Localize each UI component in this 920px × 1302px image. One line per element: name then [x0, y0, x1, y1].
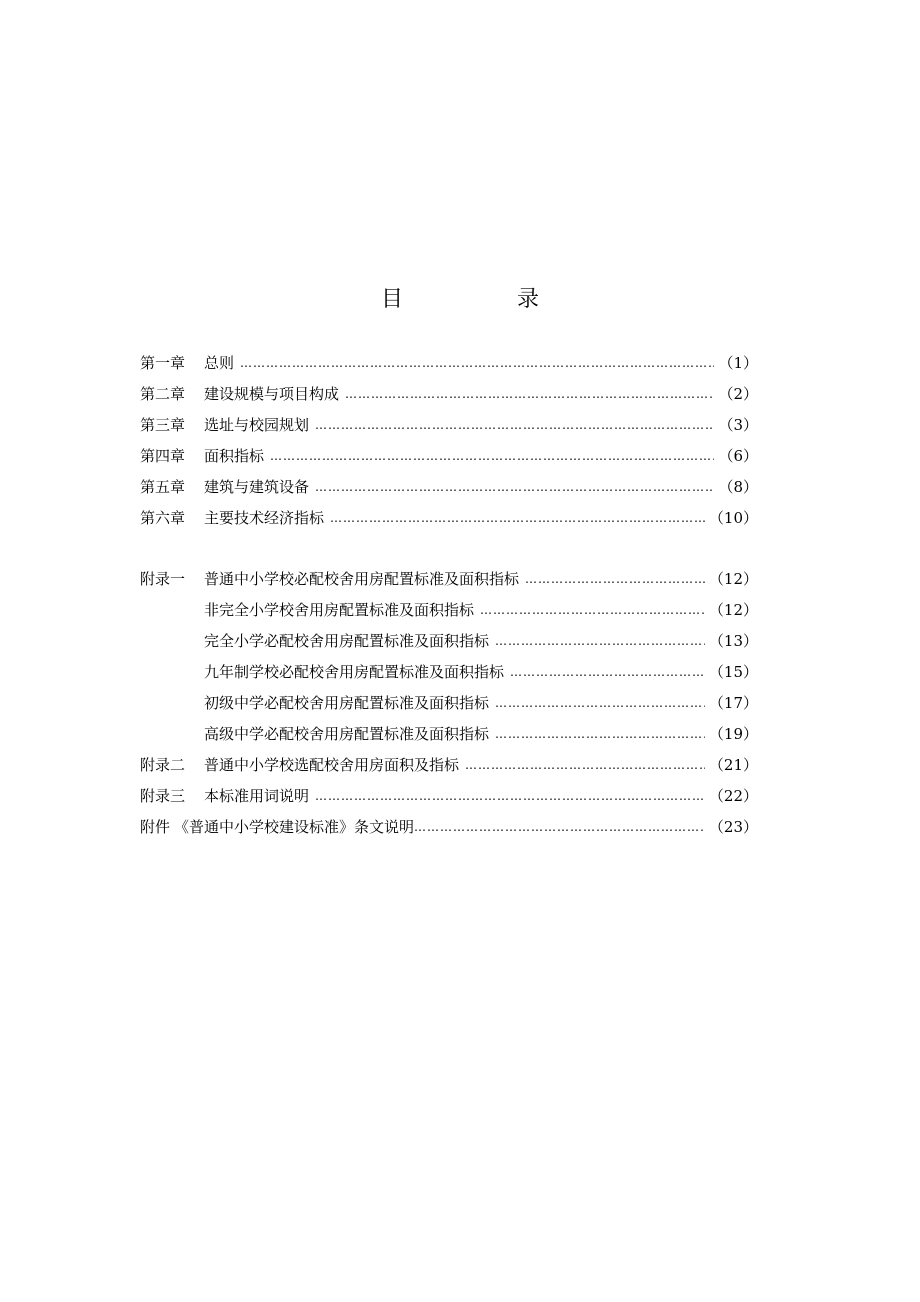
toc-leader-dots: [495, 626, 705, 657]
toc-entry-title: 本标准用词说明: [204, 787, 310, 805]
toc-entry-page: （22）: [708, 787, 758, 805]
toc-entry-title: 选址与校园规划: [204, 416, 310, 434]
toc-entry[interactable]: [140, 688, 758, 719]
toc-entry[interactable]: [140, 719, 758, 750]
toc-leader-dots: [330, 503, 705, 534]
toc-entry-title: 高级中学必配校舍用房配置标准及面积指标: [204, 725, 490, 743]
toc-entry-page: （10）: [708, 509, 758, 527]
toc-leader-dots: [480, 595, 705, 626]
page-title: 目 录: [380, 287, 585, 312]
toc-leader-dots: [345, 379, 714, 410]
toc-entry[interactable]: [140, 441, 758, 472]
toc-entry-label: 第五章: [140, 478, 186, 496]
toc-entry-label: 附件: [140, 818, 171, 836]
toc-entry-title: 完全小学必配校舍用房配置标准及面积指标: [204, 632, 490, 650]
toc-entry-label: 第六章: [140, 509, 186, 527]
toc-entry[interactable]: [140, 781, 758, 812]
toc-entry-page: （13）: [708, 632, 758, 650]
toc-entry-title: 《普通中小学校建设标准》条文说明: [174, 818, 415, 836]
toc-entry-title: 九年制学校必配校舍用房配置标准及面积指标: [204, 663, 505, 681]
toc-leader-dots: [240, 348, 714, 379]
toc-leader-dots: [315, 410, 714, 441]
toc-entry-page: （12）: [708, 570, 758, 588]
toc-entry-title: 建设规模与项目构成: [204, 385, 340, 403]
toc-entry-label: 第一章: [140, 354, 186, 372]
toc-entry-label: 第三章: [140, 416, 186, 434]
toc-entry[interactable]: [140, 503, 758, 534]
toc-entry-page: （21）: [708, 756, 758, 774]
toc-leader-dots: [525, 564, 705, 595]
toc-entry[interactable]: [140, 657, 758, 688]
toc-entry-title: 非完全小学校舍用房配置标准及面积指标: [204, 601, 475, 619]
toc-entry-page: （15）: [708, 663, 758, 681]
toc-entry-page: （2）: [718, 385, 758, 403]
toc-leader-dots: [315, 472, 714, 503]
toc-entry-title: 面积指标: [204, 447, 265, 465]
toc-leader-dots: [495, 688, 705, 719]
toc-entry-page: （12）: [708, 601, 758, 619]
toc-entry[interactable]: [140, 812, 758, 843]
toc-entry-label: 第二章: [140, 385, 186, 403]
toc-leader-dots: [495, 719, 705, 750]
toc-entry-page: （1）: [718, 354, 758, 372]
toc-leader-dots: [315, 781, 705, 812]
toc-entry-label: 附录三: [140, 787, 186, 805]
toc-entry-label: 附录二: [140, 756, 186, 774]
toc-entry-page: （8）: [718, 478, 758, 496]
toc-entry-page: （23）: [708, 818, 758, 836]
toc-entry[interactable]: [140, 595, 758, 626]
toc-entry-title: 主要技术经济指标: [204, 509, 325, 527]
toc-entry[interactable]: [140, 472, 758, 503]
toc-entry[interactable]: [140, 626, 758, 657]
toc-entry-page: （3）: [718, 416, 758, 434]
toc-entry-title: 总则: [204, 354, 235, 372]
toc-entry[interactable]: [140, 750, 758, 781]
toc-leader-dots: [414, 812, 705, 843]
toc-leader-dots: [270, 441, 714, 472]
toc-entry-label: 附录一: [140, 570, 186, 588]
toc-entry[interactable]: [140, 410, 758, 441]
toc-entry-title: 普通中小学校必配校舍用房配置标准及面积指标: [204, 570, 520, 588]
toc-entry[interactable]: [140, 564, 758, 595]
toc-leader-dots: [510, 657, 705, 688]
toc-entry[interactable]: [140, 348, 758, 379]
toc-entry-page: （6）: [718, 447, 758, 465]
toc-entry-title: 普通中小学校选配校舍用房面积及指标: [204, 756, 460, 774]
toc-entry-page: （19）: [708, 725, 758, 743]
toc-entry-title: 建筑与建筑设备: [204, 478, 310, 496]
toc-entry-label: 第四章: [140, 447, 186, 465]
toc-entry-page: （17）: [708, 694, 758, 712]
toc-entry[interactable]: [140, 379, 758, 410]
toc-leader-dots: [465, 750, 705, 781]
toc-entry-title: 初级中学必配校舍用房配置标准及面积指标: [204, 694, 490, 712]
